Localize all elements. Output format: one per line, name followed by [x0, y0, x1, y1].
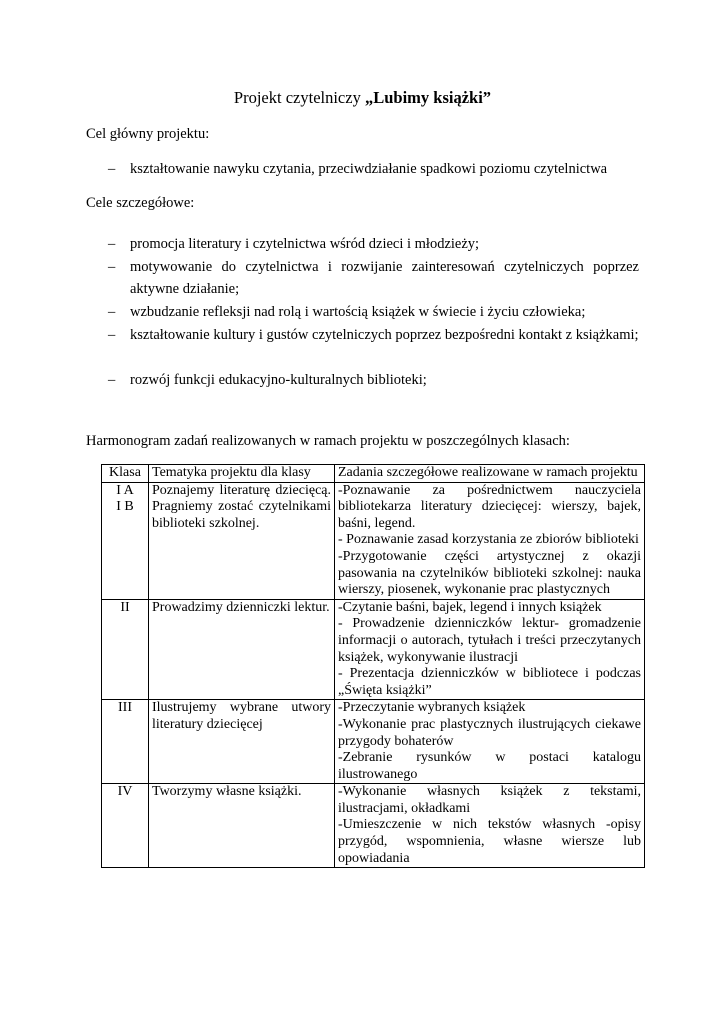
klasa-label: II	[120, 599, 130, 615]
schedule-table	[101, 464, 645, 868]
specific-goal-item: rozwój funkcji edukacyjno-kulturalnych biblioteki;	[130, 372, 427, 388]
specific-goal-item: wzbudzanie refleksji nad rolą i wartością książek w świecie i życiu człowieka;	[130, 304, 586, 320]
title-project-name: „Lubimy książki”	[364, 88, 492, 107]
column-header-klasa: Klasa	[102, 465, 149, 483]
cell-tematyka: Tworzymy własne książki.	[149, 784, 335, 868]
cell-klasa	[102, 482, 149, 599]
specific-goal-dash: –	[108, 372, 116, 388]
table-row	[102, 784, 645, 868]
schedule-heading: Harmonogram zadań realizowanych w ramach projektu w poszczególnych klasach:	[86, 433, 570, 449]
specific-goal-dash: –	[108, 259, 116, 275]
task-item: - Prowadzenie dzienniczków lektur- gromadzenie informacji o autorach, tytułach i treści przeczytanych książek, wykonywanie ilustracji	[338, 616, 641, 665]
specific-goal-item: motywowanie do czytelnictwa i rozwijanie zainteresowań czytelniczych poprzez aktywne działanie;	[130, 259, 639, 297]
document-title	[0, 88, 725, 108]
column-header-zadania: Zadania szczegółowe realizowane w ramach projektu	[335, 465, 645, 483]
specific-goal-item: promocja literatury i czytelnictwa wśród dzieci i młodzieży;	[130, 236, 480, 252]
specific-goals-heading: Cele szczegółowe:	[86, 195, 195, 211]
specific-goal-dash: –	[108, 327, 116, 343]
cell-zadania	[335, 784, 645, 868]
main-goal-heading: Cel główny projektu:	[86, 126, 210, 142]
klasa-label: III	[118, 700, 132, 716]
klasa-label: IV	[117, 784, 133, 800]
cell-klasa	[102, 784, 149, 868]
task-item: -Zebranie rysunków w postaci katalogu ilustrowanego	[338, 750, 641, 782]
table-row	[102, 482, 645, 599]
cell-tematyka: Prowadzimy dzienniczki lektur.	[149, 599, 335, 700]
title-prefix: Projekt czytelniczy	[233, 88, 365, 107]
cell-tematyka: Poznajemy literaturę dziecięcą. Pragniemy zostać czytelnikami biblioteki szkolnej.	[149, 482, 335, 599]
table-header-row	[102, 465, 645, 483]
main-goal-item: kształtowanie nawyku czytania, przeciwdziałanie spadkowi poziomu czytelnictwa	[130, 161, 608, 177]
specific-goal-dash: –	[108, 236, 116, 252]
task-item: -Wykonanie prac plastycznych ilustrujących ciekawe przygody bohaterów	[338, 716, 641, 749]
klasa-label: I A	[116, 482, 134, 498]
task-item: -Przeczytanie wybranych książek	[338, 700, 526, 716]
cell-zadania	[335, 700, 645, 784]
task-item: -Poznawanie za pośrednictwem nauczyciela bibliotekarza literatury dziecięcej: wierszy, bajek, baśni, legend.	[338, 482, 641, 531]
table-row	[102, 599, 645, 700]
table-row	[102, 700, 645, 784]
column-header-tematyka: Tematyka projektu dla klasy	[149, 465, 335, 483]
task-item: -Umieszczenie w nich tekstów własnych -opisy przygód, wspomnienia, własne wiersze lub opowiadania	[338, 817, 641, 866]
cell-klasa	[102, 599, 149, 700]
cell-tematyka: Ilustrujemy wybrane utwory literatury dziecięcej	[149, 700, 335, 784]
cell-zadania	[335, 482, 645, 599]
main-goal-dash: –	[108, 161, 116, 177]
cell-klasa	[102, 700, 149, 784]
task-item: -Wykonanie własnych książek z tekstami, ilustracjami, okładkami	[338, 784, 641, 816]
cell-zadania	[335, 599, 645, 700]
task-item: -Przygotowanie części artystycznej z okazji pasowania na czytelników biblioteki szkolnej: nauka wierszy, piosenek, wykonanie prac plastycznych	[338, 548, 641, 598]
task-item: - Poznawanie zasad korzystania ze zbiorów biblioteki	[338, 532, 639, 548]
specific-goal-dash: –	[108, 304, 116, 320]
specific-goal-item: kształtowanie kultury i gustów czytelniczych poprzez bezpośredni kontakt z książkami;	[130, 327, 639, 343]
task-item: -Czytanie baśni, bajek, legend i innych książek	[338, 599, 602, 615]
task-item: - Prezentacja dzienniczków w bibliotece i podczas „Święta książki”	[338, 666, 641, 698]
klasa-label: I B	[116, 499, 134, 515]
